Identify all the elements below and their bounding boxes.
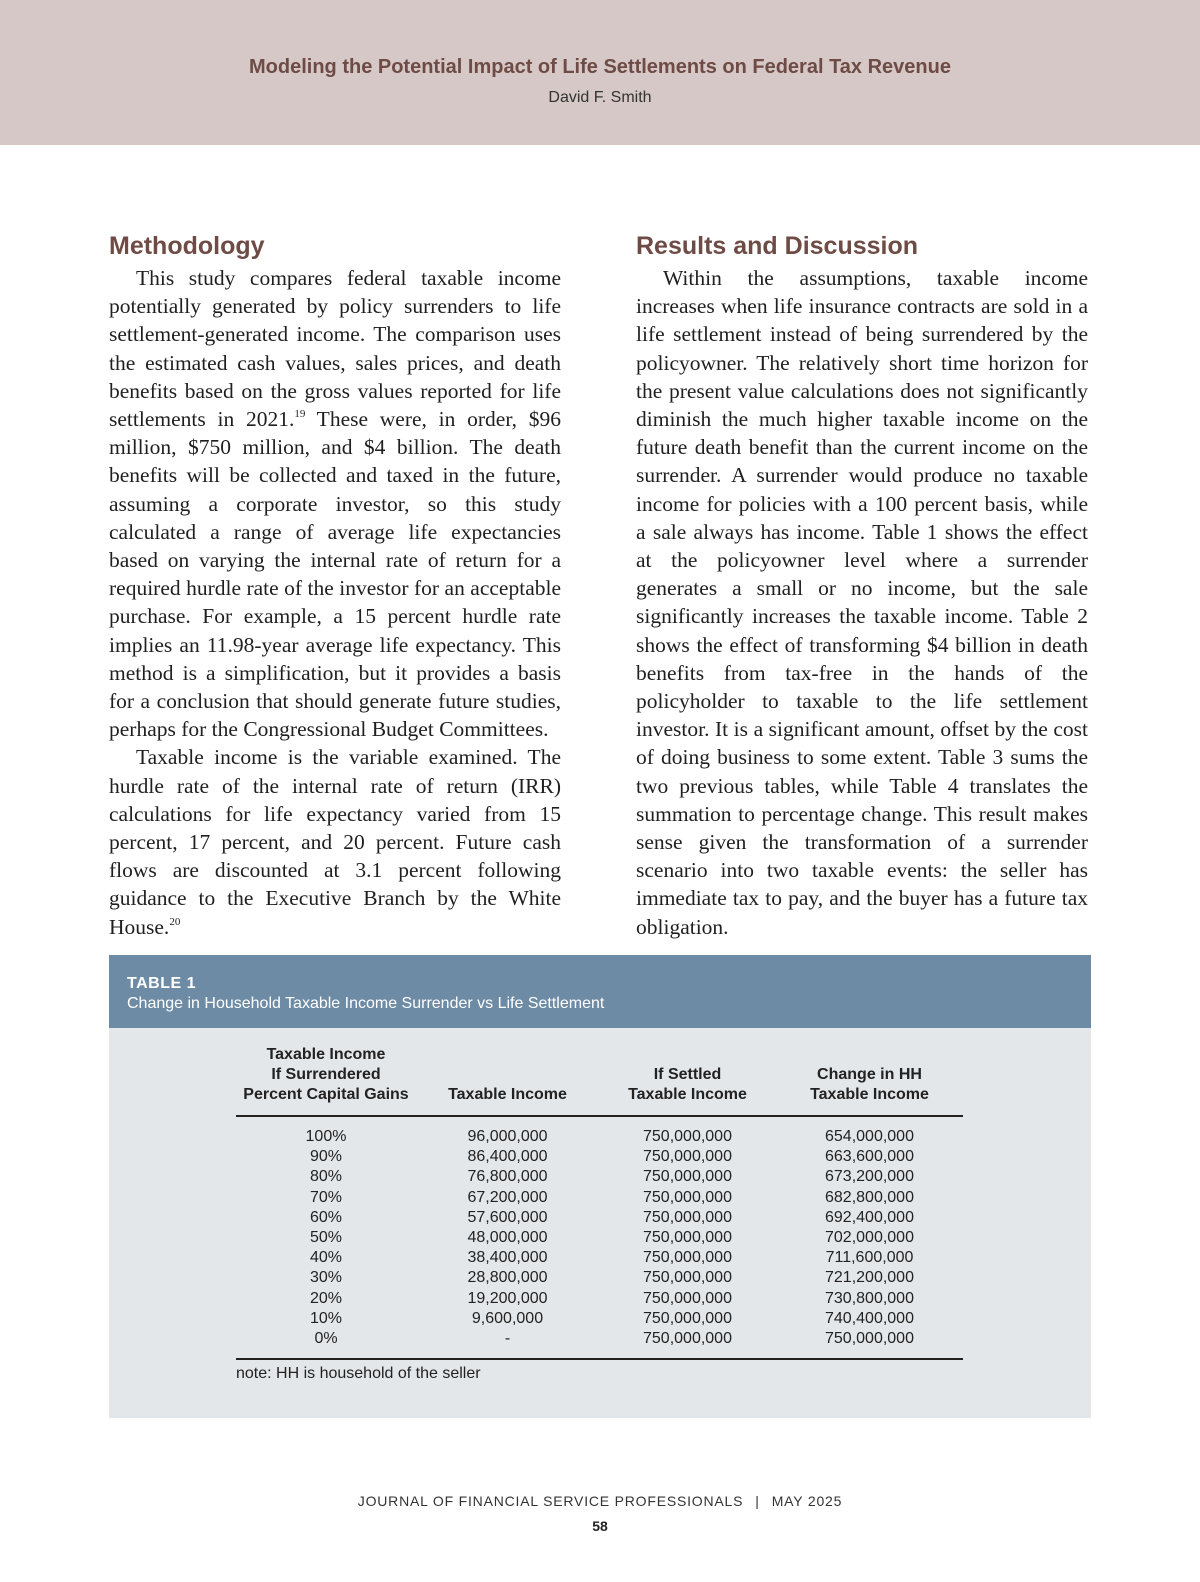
article-title: Modeling the Potential Impact of Life Settlements on Federal Tax Revenue: [249, 56, 951, 78]
table-row: [236, 1289, 963, 1309]
article-author: David F. Smith: [548, 89, 652, 106]
table-cell: 740,400,000: [825, 1309, 914, 1327]
table-row: [236, 1167, 963, 1187]
table-cell: 9,600,000: [471, 1309, 544, 1327]
column-header-line: Taxable Income: [266, 1046, 386, 1063]
table-cell: 673,200,000: [825, 1168, 914, 1186]
methodology-p1-rest: These were, in order, $96 million, $750 million, and $4 billion. The death benefits will be collected and taxed in the future, assuming a corporate investor, so this study calculated a range of average life expectancies based on varying the internal rate of return for a required hurdle rate of the investor for an acceptable purchase. For example, a 15 percent hurdle rate implies an 11.98-year average life expectancy. This method is a simplification, but it provides a basis for a conclusion that should generate future studies, perhaps for the Congressional Budget Committees.: [109, 407, 561, 742]
table-cell: 76,800,000: [467, 1168, 548, 1186]
table-cell: 750,000,000: [643, 1229, 732, 1247]
table-row: [236, 1329, 963, 1359]
table-caption: Change in Household Taxable Income Surrender vs Life Settlement: [127, 995, 605, 1012]
table-cell: 30%: [309, 1269, 343, 1287]
table-cell: 750,000,000: [643, 1269, 732, 1287]
column-header-settled-taxable-income: [599, 1045, 776, 1116]
table-cell: 86,400,000: [467, 1148, 548, 1166]
table-row: [236, 1228, 963, 1248]
table-row: [236, 1188, 963, 1208]
column-header-line: Taxable Income: [628, 1086, 747, 1103]
column-header-change-hh-taxable-income: [776, 1045, 963, 1116]
methodology-paragraph-1: [109, 264, 561, 743]
table-grid: [236, 1045, 963, 1360]
results-paragraph: Within the assumptions, taxable income increases when life insurance contracts are sold in a life settlement instead of being surrendered by the policyowner. The relatively short time horizon for the present value calculations does not significantly diminish the much higher taxable income on the future death benefit than the current income on the surrender. A surrender would produce no taxable income for policies with a 100 percent basis, while a sale always has income. Table 1 shows the effect at the policyowner level where a surrender generates a small or no income, but the sale significantly increases the taxable income. Table 2 shows the effect of transforming $4 billion in death benefits from tax-free in the hands of the policyholder to taxable to the life settlement investor. It is a significant amount, offset by the cost of doing business to some extent. Table 3 sums the two previous tables, while Table 4 translates the summation to percentage change. This result makes sense given the transformation of a surrender scenario into two taxable events: the seller has immediate tax to pay, and the buyer has a future tax obligation.: [636, 266, 1088, 939]
footnote-ref-19[interactable]: 19: [294, 408, 306, 421]
page-number: 58: [592, 1518, 608, 1534]
table-cell: 654,000,000: [825, 1128, 914, 1145]
table-cell: 750,000,000: [776, 1329, 963, 1359]
table-cell: 67,200,000: [467, 1188, 548, 1206]
table-cell: 20%: [309, 1289, 343, 1307]
table-cell: 711,600,000: [825, 1249, 914, 1267]
table-row: [236, 1116, 963, 1147]
table-note: note: HH is household of the seller: [236, 1365, 481, 1382]
methodology-paragraph-2: [109, 743, 561, 940]
table-cell: 70%: [309, 1188, 343, 1206]
table-cell: 48,000,000: [467, 1229, 548, 1247]
table-cell: 60%: [309, 1208, 343, 1226]
footer-separator: |: [755, 1493, 760, 1509]
table-cell: 750,000,000: [643, 1188, 732, 1206]
table-cell: 750,000,000: [643, 1128, 732, 1145]
table-row: [236, 1208, 963, 1228]
column-header-percent-capital-gains: [236, 1045, 416, 1116]
table-cell: 750,000,000: [599, 1329, 776, 1359]
results-column: [636, 230, 1088, 941]
column-header-line: Taxable Income: [810, 1086, 929, 1103]
table-cell: 0%: [236, 1329, 416, 1359]
table-cell: 663,600,000: [825, 1148, 914, 1166]
table-cell: 19,200,000: [467, 1289, 548, 1307]
table-cell: 750,000,000: [643, 1289, 732, 1307]
table-cell: 750,000,000: [643, 1148, 732, 1166]
results-heading: Results and Discussion: [636, 232, 919, 260]
table-header-band: [109, 955, 1091, 1028]
table-label: TABLE 1: [127, 975, 196, 992]
methodology-p1-text: This study compares federal taxable income potentially generated by policy surrenders to life settlement-generated income. The comparison uses the estimated cash values, sales prices, and death benefits based on the gross values reported for life settlements in 2021.: [109, 266, 561, 432]
footnote-ref-20[interactable]: 20: [169, 915, 181, 928]
table-cell: 750,000,000: [643, 1249, 732, 1267]
table-1: [109, 955, 1091, 1418]
table-cell: 730,800,000: [825, 1289, 914, 1307]
journal-name: JOURNAL OF FINANCIAL SERVICE PROFESSIONALS: [357, 1493, 744, 1509]
column-header-line: If Settled: [653, 1066, 722, 1083]
table-cell: 10%: [309, 1309, 343, 1327]
column-header-line: Change in HH: [817, 1066, 922, 1083]
issue-date: MAY 2025: [771, 1493, 843, 1509]
table-cell: 57,600,000: [467, 1208, 548, 1226]
table-cell: 38,400,000: [467, 1249, 548, 1267]
table-cell: 80%: [309, 1168, 343, 1186]
footer-journal: [0, 1493, 1200, 1509]
table-cell: 90%: [309, 1148, 343, 1166]
column-header-line: Percent Capital Gains: [243, 1086, 409, 1103]
methodology-p2-text: Taxable income is the variable examined. The hurdle rate of the internal rate of return (IRR) calculations for life expectancy varied from 15 percent, 17 percent, and 20 percent. Future cash flows are discounted at 3.1 percent following guidance to the Executive Branch by the White House.: [109, 745, 561, 939]
table-row: [236, 1248, 963, 1268]
table-cell: 40%: [309, 1249, 343, 1267]
table-cell: 28,800,000: [467, 1269, 548, 1287]
table-cell: 682,800,000: [825, 1188, 914, 1206]
table-cell: 750,000,000: [643, 1168, 732, 1186]
table-cell: 96,000,000: [467, 1128, 548, 1145]
table-row: [236, 1147, 963, 1167]
column-header-taxable-income: [416, 1045, 599, 1116]
table-header-row: [236, 1045, 963, 1116]
table-cell: 100%: [305, 1128, 347, 1145]
table-cell: 721,200,000: [825, 1269, 914, 1287]
column-header-line: Taxable Income: [448, 1086, 567, 1103]
table-row: [236, 1309, 963, 1329]
methodology-heading: Methodology: [109, 232, 265, 260]
table-cell: 702,000,000: [825, 1229, 914, 1247]
table-cell: 692,400,000: [825, 1208, 914, 1226]
methodology-column: [109, 230, 561, 941]
table-row: [236, 1268, 963, 1288]
column-header-line: If Surrendered: [271, 1066, 381, 1083]
table-cell: 50%: [309, 1229, 343, 1247]
table-cell: 750,000,000: [643, 1309, 732, 1327]
table-cell: -: [416, 1329, 599, 1359]
table-cell: 750,000,000: [643, 1208, 732, 1226]
